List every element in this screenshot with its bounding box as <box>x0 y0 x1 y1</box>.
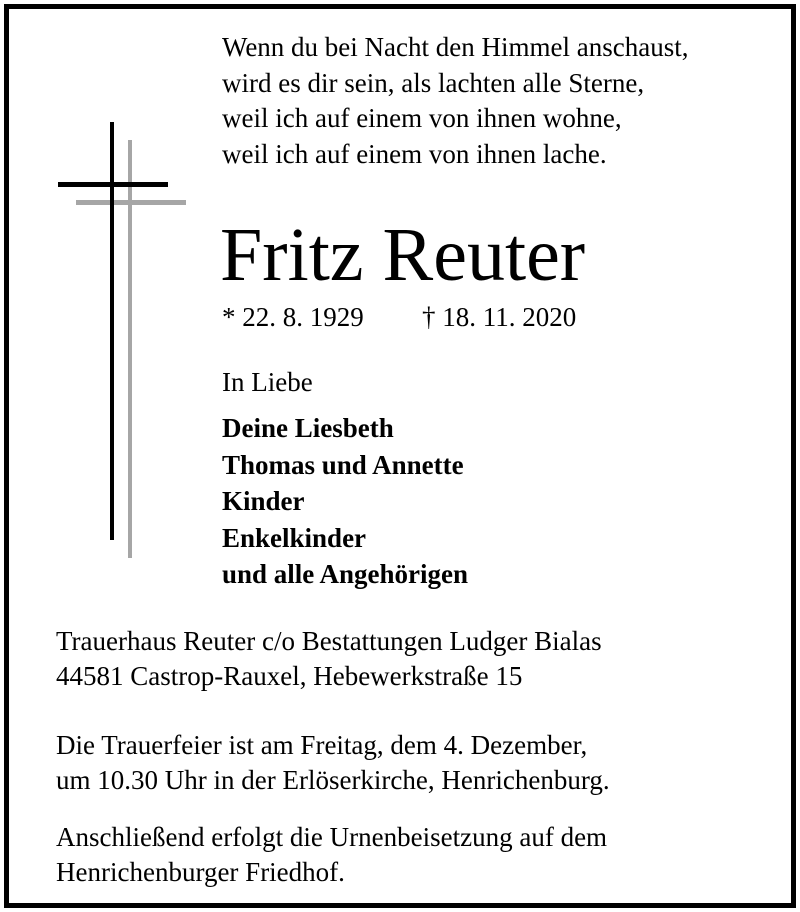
burial-line: Henrichenburger Friedhof. <box>56 857 345 887</box>
ceremony-block <box>56 728 610 798</box>
ceremony-line: Die Trauerfeier ist am Freitag, dem 4. Dezember, <box>56 730 588 760</box>
poem-line: weil ich auf einem von ihnen wohne, <box>222 103 622 133</box>
burial-line: Anschließend erfolgt die Urnenbeisetzung auf dem <box>56 822 608 852</box>
cross-horizontal <box>58 182 168 187</box>
poem-line: Wenn du bei Nacht den Himmel anschaust, <box>222 32 689 62</box>
life-dates <box>222 300 577 334</box>
poem <box>222 30 688 172</box>
birth-date: * 22. 8. 1929 <box>222 302 364 332</box>
family-member: Thomas und Annette <box>222 449 464 480</box>
in-liebe-label: In Liebe <box>222 367 313 397</box>
family-member: Deine Liesbeth <box>222 413 394 443</box>
cross-shadow-horizontal <box>76 200 186 205</box>
family-member: Enkelkinder <box>222 522 367 553</box>
family-member: Kinder <box>222 486 305 516</box>
ceremony-line: um 10.30 Uhr in der Erlöserkirche, Henrichenburg. <box>56 765 610 795</box>
death-date: † 18. 11. 2020 <box>422 302 577 332</box>
poem-line: weil ich auf einem von ihnen lache. <box>222 138 607 169</box>
address-block <box>56 624 602 694</box>
address-line: 44581 Castrop-Rauxel, Hebewerkstraße 15 <box>56 661 523 691</box>
burial-block <box>56 820 607 890</box>
poem-line: wird es dir sein, als lachten alle Sterne, <box>222 67 645 98</box>
deceased-name: Fritz Reuter <box>220 213 586 297</box>
address-line: Trauerhaus Reuter c/o Bestattungen Ludger Bialas <box>56 626 602 656</box>
family-list <box>222 410 468 593</box>
family-member: und alle Angehörigen <box>222 559 469 589</box>
